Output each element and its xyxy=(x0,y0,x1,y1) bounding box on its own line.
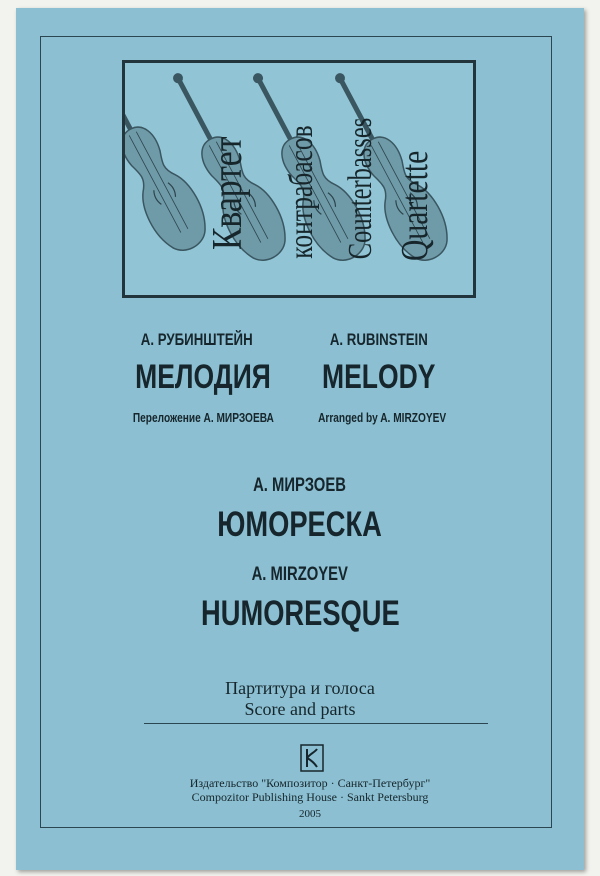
title-1-en: MELODY xyxy=(322,358,436,396)
composer-1-en: A. RUBINSTEIN xyxy=(330,330,428,349)
composer-2-en: A. MIRZOYEV xyxy=(251,564,349,585)
composer-1-ru: А. РУБИНШТЕЙН xyxy=(141,330,253,349)
double-bass-illustration xyxy=(122,60,476,298)
book-cover xyxy=(16,8,584,870)
art-word-kontrabasov: контрабасов xyxy=(283,125,320,259)
arranger-1-ru: Переложение А. МИРЗОЕВА xyxy=(132,410,274,425)
composer-2-ru: А. МИРЗОЕВ xyxy=(253,475,347,496)
contents-ru: Партитура и голоса xyxy=(225,678,375,698)
art-word-quartette: Quartette xyxy=(394,150,436,261)
publisher-ru: Издательство "Композитор · Санкт-Петербург" xyxy=(189,776,431,790)
arranger-1-en: Arranged by A. MIRZOYEV xyxy=(317,410,447,425)
art-word-kvartet: Квартет xyxy=(205,136,251,250)
contents-en: Score and parts xyxy=(244,699,356,719)
publication-year: 2005 xyxy=(299,808,321,820)
publisher-logo-icon xyxy=(300,744,324,772)
divider-line xyxy=(144,723,488,724)
art-word-counterbasses: Counterbasses xyxy=(342,117,379,260)
publisher-en: Compozitor Publishing House · Sankt Petersburg xyxy=(191,790,429,804)
title-1-ru: МЕЛОДИЯ xyxy=(135,358,271,396)
title-2-ru: ЮМОРЕСКА xyxy=(217,505,383,544)
title-2-en: HUMORESQUE xyxy=(200,594,400,633)
